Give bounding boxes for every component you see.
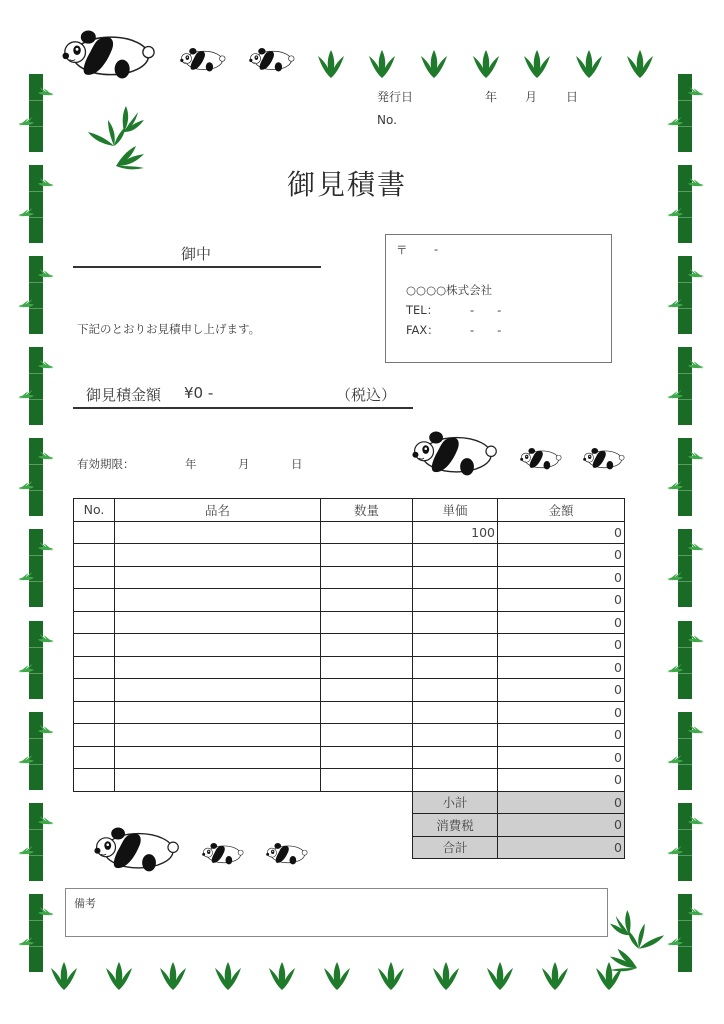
bamboo-leaf-icon xyxy=(38,633,54,645)
table-row xyxy=(74,679,625,702)
cell-qty[interactable] xyxy=(321,634,413,657)
cell-unit-price[interactable]: 100 xyxy=(413,521,498,544)
postal-dash: - xyxy=(434,242,439,256)
cell-item[interactable] xyxy=(115,724,321,747)
bamboo-sprout-icon xyxy=(524,50,550,78)
fax-value: - - xyxy=(470,323,502,337)
issuer-info-box xyxy=(385,234,612,363)
table-row xyxy=(74,656,625,679)
table-row xyxy=(74,611,625,634)
bamboo-leaf-icon xyxy=(38,177,54,189)
cell-item[interactable] xyxy=(115,611,321,634)
cell-unit-price[interactable] xyxy=(413,679,498,702)
table-row xyxy=(74,746,625,769)
cell-unit-price[interactable] xyxy=(413,611,498,634)
table-row xyxy=(74,589,625,612)
intro-text: 下記のとおりお見積申し上げます。 xyxy=(77,322,261,336)
bamboo-leaf-icon xyxy=(688,906,704,918)
bamboo-leaf-icon xyxy=(667,116,683,128)
cell-item[interactable] xyxy=(115,656,321,679)
panda-icon xyxy=(266,841,308,866)
cell-no[interactable] xyxy=(74,521,115,544)
cell-amount: 0 xyxy=(498,656,625,679)
cell-item[interactable] xyxy=(115,634,321,657)
cell-item[interactable] xyxy=(115,679,321,702)
bamboo-leaf-icon xyxy=(18,754,34,766)
panda-icon xyxy=(202,841,244,866)
cell-unit-price[interactable] xyxy=(413,656,498,679)
bamboo-leaf-icon xyxy=(18,207,34,219)
bamboo-leaf-icon xyxy=(38,815,54,827)
cell-qty[interactable] xyxy=(321,589,413,612)
bamboo-leaf-icon xyxy=(38,359,54,371)
bamboo-leaf-icon xyxy=(667,571,683,583)
table-row xyxy=(74,566,625,589)
cell-amount: 0 xyxy=(498,521,625,544)
cell-unit-price[interactable] xyxy=(413,544,498,567)
validity-label: 有効期限： xyxy=(77,457,135,471)
bamboo-leaf-icon xyxy=(18,663,34,675)
cell-item[interactable] xyxy=(115,701,321,724)
column-header-unit-price: 単価 xyxy=(413,499,498,522)
cell-qty[interactable] xyxy=(321,679,413,702)
panda-icon xyxy=(180,46,226,73)
bamboo-sprout-icon xyxy=(369,50,395,78)
column-header-qty: 数量 xyxy=(321,499,413,522)
bamboo-leaf-icon xyxy=(688,815,704,827)
bamboo-leaf-icon xyxy=(18,936,34,948)
tax-label: 消費税 xyxy=(413,814,498,837)
cell-unit-price[interactable] xyxy=(413,701,498,724)
subtotal-row xyxy=(74,791,625,814)
bamboo-sprout-icon xyxy=(378,962,404,990)
cell-item[interactable] xyxy=(115,544,321,567)
cell-no[interactable] xyxy=(74,701,115,724)
cell-qty[interactable] xyxy=(321,724,413,747)
cell-no[interactable] xyxy=(74,566,115,589)
bamboo-leaf-icon xyxy=(688,450,704,462)
cell-amount: 0 xyxy=(498,769,625,792)
amount-value: ¥0 - xyxy=(184,384,214,402)
cell-item[interactable] xyxy=(115,521,321,544)
notes-box[interactable] xyxy=(65,888,608,937)
cell-item[interactable] xyxy=(115,746,321,769)
cell-amount: 0 xyxy=(498,544,625,567)
cell-amount: 0 xyxy=(498,679,625,702)
company-name: ○○○○株式会社 xyxy=(406,283,493,297)
bamboo-leaf-icon xyxy=(38,541,54,553)
bamboo-leaf-icon xyxy=(688,541,704,553)
bamboo-sprout-icon xyxy=(106,962,132,990)
bamboo-sprout-icon xyxy=(627,50,653,78)
cell-unit-price[interactable] xyxy=(413,724,498,747)
tel-value: - - xyxy=(470,303,502,317)
cell-qty[interactable] xyxy=(321,701,413,724)
cell-no[interactable] xyxy=(74,724,115,747)
cell-item[interactable] xyxy=(115,566,321,589)
page-title: 御見積書 xyxy=(287,168,408,201)
issue-date-label: 発行日 xyxy=(377,90,414,104)
postal-mark: 〒 xyxy=(396,243,408,257)
validity-day-label: 日 xyxy=(291,457,303,471)
table-row xyxy=(74,521,625,544)
cell-amount: 0 xyxy=(498,566,625,589)
total-label: 合計 xyxy=(413,836,498,859)
cell-amount: 0 xyxy=(498,611,625,634)
estimate-table xyxy=(73,498,625,859)
panda-icon xyxy=(412,428,498,478)
issue-year-label: 年 xyxy=(485,90,498,104)
cell-amount: 0 xyxy=(498,589,625,612)
issue-day-label: 日 xyxy=(566,90,579,104)
bamboo-sprout-icon xyxy=(324,962,350,990)
bamboo-leaf-icon xyxy=(38,906,54,918)
bamboo-leaf-icon xyxy=(18,389,34,401)
bamboo-sprout-icon xyxy=(542,962,568,990)
bamboo-sprout-icon xyxy=(160,962,186,990)
bamboo-sprout-icon xyxy=(421,50,447,78)
cell-qty[interactable] xyxy=(321,521,413,544)
notes-label: 備考 xyxy=(74,897,96,910)
bamboo-sprout-icon xyxy=(433,962,459,990)
validity-month-label: 月 xyxy=(238,457,250,471)
panda-icon xyxy=(583,446,625,471)
bamboo-leaf-icon xyxy=(18,298,34,310)
bamboo-sprout-icon xyxy=(576,50,602,78)
cell-unit-price[interactable] xyxy=(413,746,498,769)
cell-no[interactable] xyxy=(74,611,115,634)
bamboo-sprout-icon xyxy=(487,962,513,990)
bamboo-leaf-icon xyxy=(38,268,54,280)
column-header-no: No. xyxy=(74,499,115,522)
cell-qty[interactable] xyxy=(321,544,413,567)
panda-icon xyxy=(62,27,156,81)
cell-unit-price[interactable] xyxy=(413,634,498,657)
bamboo-leaf-icon xyxy=(688,268,704,280)
bamboo-leaf-icon xyxy=(667,298,683,310)
bamboo-sprout-icon xyxy=(269,962,295,990)
tel-label: TEL： xyxy=(406,303,439,317)
bamboo-sprout-icon xyxy=(51,962,77,990)
cell-no[interactable] xyxy=(74,544,115,567)
amount-underline xyxy=(73,407,413,409)
bamboo-sprout-icon xyxy=(473,50,499,78)
cell-no[interactable] xyxy=(74,746,115,769)
cell-no[interactable] xyxy=(74,679,115,702)
bamboo-sprout-icon xyxy=(318,50,344,78)
bamboo-leaf-cluster-icon xyxy=(86,106,146,170)
bamboo-leaf-icon xyxy=(18,571,34,583)
bamboo-leaf-icon xyxy=(688,86,704,98)
tax-included-note: （税込） xyxy=(336,386,397,404)
total-value: 0 xyxy=(498,836,625,859)
bamboo-leaf-icon xyxy=(38,450,54,462)
bamboo-leaf-icon xyxy=(667,207,683,219)
table-row xyxy=(74,544,625,567)
table-row xyxy=(74,769,625,792)
table-row xyxy=(74,701,625,724)
cell-amount: 0 xyxy=(498,701,625,724)
bamboo-leaf-icon xyxy=(18,845,34,857)
recipient-suffix: 御中 xyxy=(181,245,212,263)
bamboo-sprout-icon xyxy=(596,962,622,990)
bamboo-leaf-icon xyxy=(667,936,683,948)
cell-qty[interactable] xyxy=(321,566,413,589)
cell-no[interactable] xyxy=(74,656,115,679)
document-number-label: No. xyxy=(377,113,397,127)
subtotal-value: 0 xyxy=(498,791,625,814)
column-header-amount: 金額 xyxy=(498,499,625,522)
recipient-underline xyxy=(73,266,321,268)
cell-qty[interactable] xyxy=(321,611,413,634)
subtotal-label: 小計 xyxy=(413,791,498,814)
fax-label: FAX： xyxy=(406,323,439,337)
bamboo-leaf-icon xyxy=(38,724,54,736)
bamboo-sprout-icon xyxy=(215,962,241,990)
table-header-row xyxy=(74,499,625,522)
bamboo-leaf-icon xyxy=(688,359,704,371)
panda-icon xyxy=(94,824,180,874)
cell-unit-price[interactable] xyxy=(413,769,498,792)
column-header-item: 品名 xyxy=(115,499,321,522)
table-row xyxy=(74,634,625,657)
bamboo-leaf-icon xyxy=(38,86,54,98)
panda-icon xyxy=(520,446,562,471)
issue-month-label: 月 xyxy=(525,90,538,104)
bamboo-leaf-icon xyxy=(667,845,683,857)
panda-icon xyxy=(249,46,295,73)
tax-value: 0 xyxy=(498,814,625,837)
cell-item[interactable] xyxy=(115,769,321,792)
bamboo-leaf-icon xyxy=(667,663,683,675)
bamboo-leaf-icon xyxy=(688,177,704,189)
cell-no[interactable] xyxy=(74,589,115,612)
bamboo-leaf-icon xyxy=(18,116,34,128)
table-row xyxy=(74,724,625,747)
bamboo-leaf-icon xyxy=(667,389,683,401)
cell-unit-price[interactable] xyxy=(413,589,498,612)
bamboo-leaf-icon xyxy=(688,724,704,736)
cell-no[interactable] xyxy=(74,769,115,792)
cell-qty[interactable] xyxy=(321,769,413,792)
bamboo-leaf-icon xyxy=(688,633,704,645)
validity-year-label: 年 xyxy=(185,457,197,471)
cell-qty[interactable] xyxy=(321,746,413,769)
cell-unit-price[interactable] xyxy=(413,566,498,589)
cell-amount: 0 xyxy=(498,634,625,657)
cell-no[interactable] xyxy=(74,634,115,657)
cell-qty[interactable] xyxy=(321,656,413,679)
bamboo-leaf-icon xyxy=(667,480,683,492)
cell-amount: 0 xyxy=(498,746,625,769)
cell-item[interactable] xyxy=(115,589,321,612)
bamboo-leaf-icon xyxy=(667,754,683,766)
amount-label: 御見積金額 xyxy=(86,386,162,404)
cell-amount: 0 xyxy=(498,724,625,747)
bamboo-leaf-icon xyxy=(18,480,34,492)
